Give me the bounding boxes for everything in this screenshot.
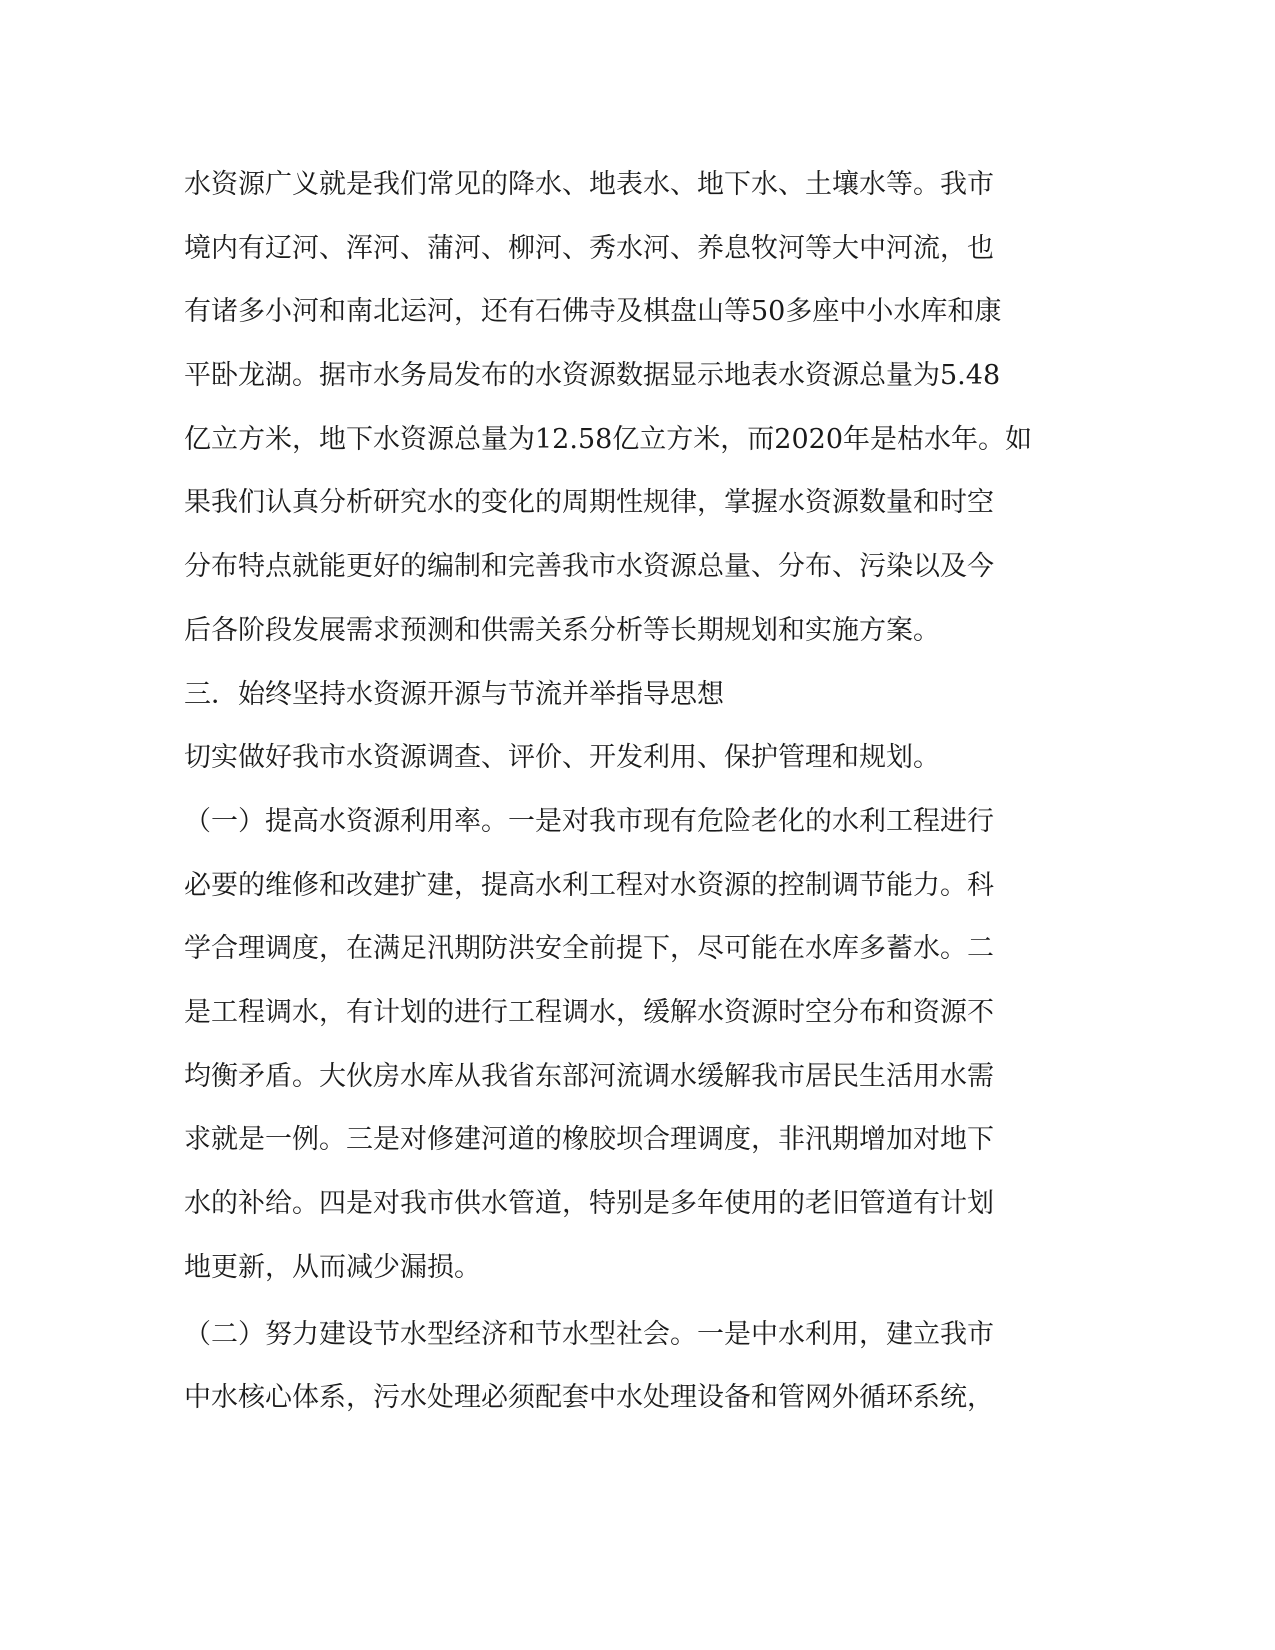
- text-line: 学合理调度，在满足汛期防洪安全前提下，尽可能在水库多蓄水。二: [184, 933, 994, 965]
- text-line: 有诸多小河和南北运河，还有石佛寺及棋盘山等50多座中小水库和康: [184, 296, 1002, 328]
- text-line: 切实做好我市水资源调查、评价、开发利用、保护管理和规划。: [184, 742, 940, 774]
- section-heading: 三．始终坚持水资源开源与节流并举指导思想: [184, 678, 724, 710]
- body-text: [184, 159, 1044, 1436]
- text-line: 亿立方米，地下水资源总量为12.58亿立方米，而2020年是枯水年。如: [184, 423, 1033, 455]
- text-line: 后各阶段发展需求预测和供需关系分析等长期规划和实施方案。: [184, 614, 940, 646]
- text-line: 境内有辽河、浑河、蒲河、柳河、秀水河、养息牧河等大中河流，也: [184, 232, 994, 264]
- text-line: 必要的维修和改建扩建，提高水利工程对水资源的控制调节能力。科: [184, 869, 994, 901]
- text-line: 地更新，从而减少漏损。: [184, 1251, 481, 1283]
- text-line: 均衡矛盾。大伙房水库从我省东部河流调水缓解我市居民生活用水需: [184, 1060, 994, 1092]
- text-line: 果我们认真分析研究水的变化的周期性规律，掌握水资源数量和时空: [184, 487, 994, 519]
- text-line: 求就是一例。三是对修建河道的橡胶坝合理调度，非汛期增加对地下: [184, 1124, 994, 1156]
- text-line: （一）提高水资源利用率。一是对我市现有危险老化的水利工程进行: [184, 805, 994, 837]
- text-line: 分布特点就能更好的编制和完善我市水资源总量、分布、污染以及今: [184, 551, 994, 583]
- text-line: 平卧龙湖。据市水务局发布的水资源数据显示地表水资源总量为5.48: [184, 360, 1001, 392]
- text-line: （二）努力建设节水型经济和节水型社会。一是中水利用，建立我市: [184, 1318, 994, 1350]
- text-line: 水的补给。四是对我市供水管道，特别是多年使用的老旧管道有计划: [184, 1188, 994, 1219]
- text-line: 中水核心体系，污水处理必须配套中水处理设备和管网外循环系统，: [184, 1382, 994, 1414]
- text-line: 是工程调水，有计划的进行工程调水，缓解水资源时空分布和资源不: [184, 996, 994, 1028]
- text-line: 水资源广义就是我们常见的降水、地表水、地下水、土壤水等。我市: [184, 169, 994, 200]
